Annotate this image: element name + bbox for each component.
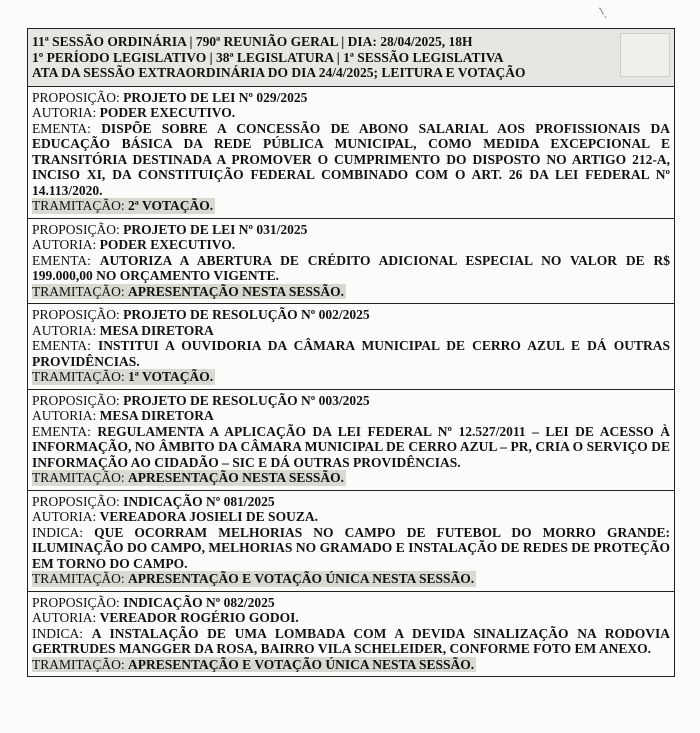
tramitacao-value: 1ª VOTAÇÃO. — [128, 369, 214, 384]
tramitacao-label: TRAMITAÇÃO: — [32, 470, 129, 485]
tramitacao-highlight — [32, 470, 346, 486]
tramitacao-highlight — [32, 198, 215, 214]
autoria-label: AUTORIA: — [32, 509, 100, 524]
agenda-item — [28, 87, 674, 219]
session-minutes: ATA DA SESSÃO EXTRAORDINÁRIA DO DIA 24/4/2025; LEITURA E VOTAÇÃO — [32, 65, 526, 80]
tramitacao-value: APRESENTAÇÃO E VOTAÇÃO ÚNICA NESTA SESSÃO. — [128, 656, 475, 672]
proposicao-label: PROPOSIÇÃO: — [32, 89, 124, 105]
proposicao-label: PROPOSIÇÃO: — [32, 221, 124, 237]
ementa-value: REGULAMENTA A APLICAÇÃO DA LEI FEDERAL Nº 12.527/2011 – LEI DE ACESSO À INFORMAÇÃO, NO ÂMBITO DA CÂMARA MUNICIPAL DE CERRO AZUL – PR, CRIA O SERVIÇO DE INFORMAÇÃO AO CIDADÃO – SIC E DÁ OUTRAS PROVIDÊNCIAS. — [32, 423, 670, 470]
proposicao-value: INDICAÇÃO Nº 081/2025 — [123, 493, 275, 509]
autoria-label: AUTORIA: — [32, 408, 100, 423]
autoria-label: AUTORIA: — [32, 237, 100, 252]
autoria-value: MESA DIRETORA — [99, 322, 214, 338]
autoria-label: AUTORIA: — [32, 610, 100, 625]
proposicao-label: PROPOSIÇÃO: — [32, 594, 124, 610]
proposicao-label: PROPOSIÇÃO: — [32, 493, 124, 509]
tramitacao-highlight — [32, 284, 346, 300]
ementa-label: EMENTA: — [32, 120, 102, 136]
autoria-label: AUTORIA: — [32, 105, 100, 120]
indica-label: INDICA: — [32, 625, 92, 641]
autoria-value: PODER EXECUTIVO. — [99, 105, 236, 120]
ementa-value: INSTITUI A OUVIDORIA DA CÂMARA MUNICIPAL DE CERRO AZUL E DÁ OUTRAS PROVIDÊNCIAS. — [32, 338, 670, 369]
ementa-value: AUTORIZA A ABERTURA DE CRÉDITO ADICIONAL ESPECIAL NO VALOR DE R$ 199.000,00 NO ORÇAMENTO VIGENTE. — [32, 252, 670, 283]
seal-stamp-icon — [620, 33, 670, 77]
ementa-label: EMENTA: — [32, 338, 98, 353]
proposicao-value: INDICAÇÃO Nº 082/2025 — [123, 594, 275, 610]
tramitacao-label: TRAMITAÇÃO: — [32, 571, 129, 586]
pen-mark-icon — [596, 6, 610, 20]
proposicao-value: PROJETO DE LEI Nº 029/2025 — [123, 89, 308, 105]
indica-value: A INSTALAÇÃO DE UMA LOMBADA COM A DEVIDA SINALIZAÇÃO NA RODOVIA GERTRUDES MANGGER DA ROSA, BAIRRO VILA SCHELEIDER, CONFORME FOTO EM ANEXO. — [32, 625, 670, 656]
tramitacao-highlight — [32, 369, 215, 385]
indica-label: INDICA: — [32, 524, 95, 540]
tramitacao-highlight — [32, 657, 476, 673]
autoria-value: VEREADORA JOSIELI DE SOUZA. — [99, 509, 318, 524]
tramitacao-highlight — [32, 571, 476, 587]
session-title: 11ª SESSÃO ORDINÁRIA | 790ª REUNIÃO GERAL | DIA: 28/04/2025, 18H — [32, 34, 473, 49]
ementa-value: DISPÕE SOBRE A CONCESSÃO DE ABONO SALARIAL AOS PROFISSIONAIS DA EDUCAÇÃO BÁSICA DA REDE PÚBLICA MUNICIPAL, COMO MEDIDA EXCEPCIONAL E TRANSITÓRIA DESTINADA A PROMOVER O CUMPRIMENTO DO DISPOSTO NO ARTIGO 212-A, INCISO XI, DA CONSTITUIÇÃO FEDERAL COMBINADO COM O ART. 26 DA LEI FEDERAL Nº 14.113/2020. — [32, 120, 670, 198]
autoria-value: VEREADOR ROGÉRIO GODOI. — [99, 610, 299, 625]
proposicao-label: PROPOSIÇÃO: — [32, 307, 124, 322]
autoria-value: MESA DIRETORA — [99, 408, 214, 423]
tramitacao-value: 2ª VOTAÇÃO. — [128, 198, 214, 213]
proposicao-value: PROJETO DE RESOLUÇÃO Nº 002/2025 — [123, 307, 370, 322]
indica-value: QUE OCORRAM MELHORIAS NO CAMPO DE FUTEBOL DO MORRO GRANDE: ILUMINAÇÃO DO CAMPO, MELHORIAS NO GRAMADO E INSTALAÇÃO DE REDES DE PROTEÇÃO EM TORNO DO CAMPO. — [32, 524, 670, 571]
tramitacao-label: TRAMITAÇÃO: — [32, 369, 129, 384]
proposicao-value: PROJETO DE RESOLUÇÃO Nº 003/2025 — [123, 392, 370, 408]
autoria-value: PODER EXECUTIVO. — [99, 237, 236, 252]
proposicao-value: PROJETO DE LEI Nº 031/2025 — [123, 221, 308, 237]
proposicao-label: PROPOSIÇÃO: — [32, 392, 124, 408]
tramitacao-value: APRESENTAÇÃO E VOTAÇÃO ÚNICA NESTA SESSÃO. — [128, 571, 475, 586]
agenda-item — [28, 390, 674, 491]
tramitacao-label: TRAMITAÇÃO: — [32, 656, 129, 672]
session-period: 1º PERÍODO LEGISLATIVO | 38ª LEGISLATURA | 1ª SESSÃO LEGISLATIVA — [32, 49, 504, 65]
agenda-item — [28, 304, 674, 390]
tramitacao-label: TRAMITAÇÃO: — [32, 198, 129, 213]
session-agenda — [27, 28, 675, 677]
agenda-item — [28, 491, 674, 592]
tramitacao-value: APRESENTAÇÃO NESTA SESSÃO. — [128, 283, 344, 299]
ementa-label: EMENTA: — [32, 423, 98, 439]
ementa-label: EMENTA: — [32, 252, 100, 268]
tramitacao-label: TRAMITAÇÃO: — [32, 283, 129, 299]
session-header — [28, 29, 674, 87]
autoria-label: AUTORIA: — [32, 322, 100, 338]
agenda-item — [28, 592, 674, 677]
tramitacao-value: APRESENTAÇÃO NESTA SESSÃO. — [128, 470, 344, 485]
agenda-item — [28, 219, 674, 305]
